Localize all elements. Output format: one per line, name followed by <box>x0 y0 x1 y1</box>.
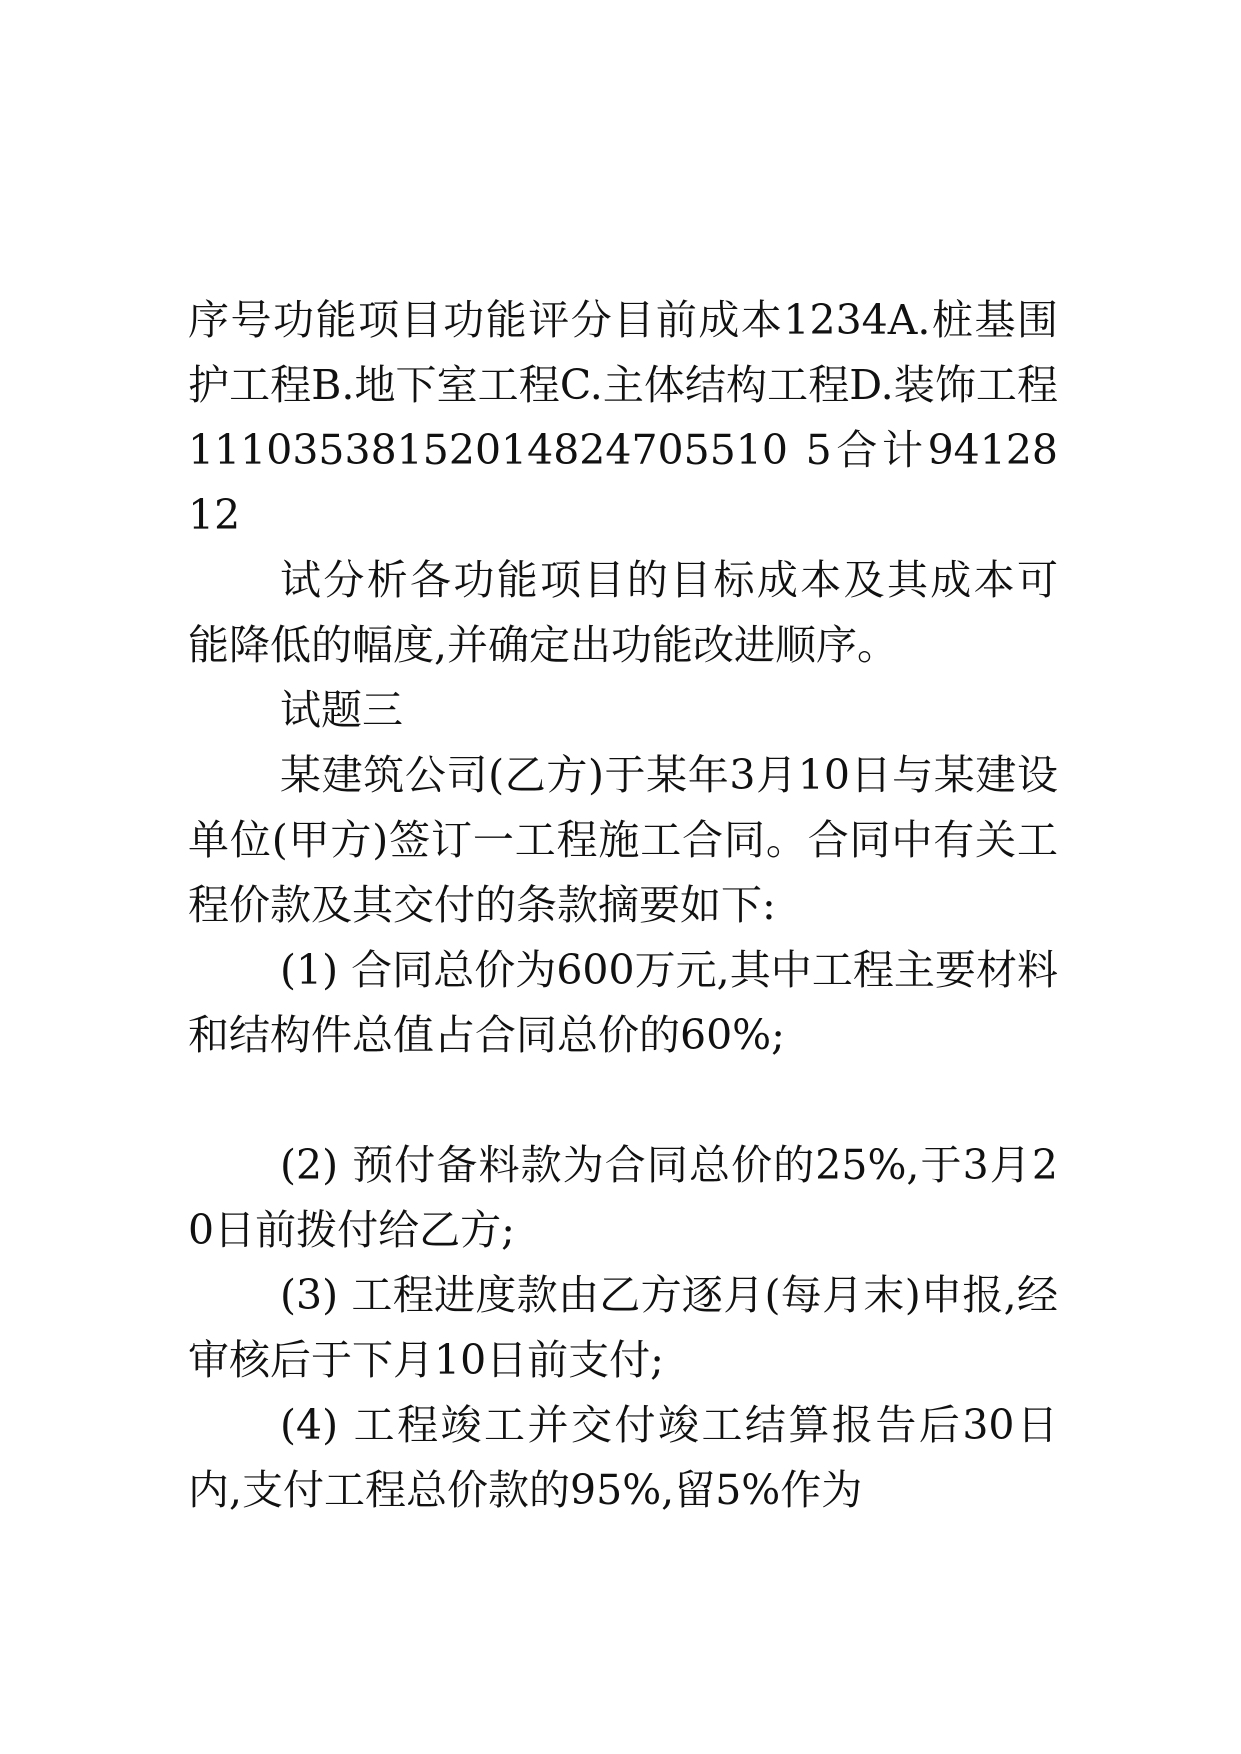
table-text-paragraph: 序号功能项目功能评分目前成本1234A.桩基围护工程B.地下室工程C.主体结构工程D.装饰工程11103538152014824705510 5合计9412812 <box>188 296 1058 539</box>
section-heading: 试题三 <box>280 686 403 734</box>
clause-1-paragraph: (1) 合同总价为600万元,其中工程主要材料和结构件总值占合同总价的60%; <box>188 946 1058 1059</box>
contract-intro-paragraph: 某建筑公司(乙方)于某年3月10日与某建设单位(甲方)签订一工程施工合同。合同中有关工程价款及其交付的条款摘要如下: <box>188 751 1058 929</box>
clause-4-paragraph: (4) 工程竣工并交付竣工结算报告后30日内,支付工程总价款的95%,留5%作为 <box>188 1401 1058 1514</box>
clause-3-paragraph: (3) 工程进度款由乙方逐月(每月末)申报,经审核后于下月10日前支付; <box>188 1271 1058 1384</box>
question-paragraph: 试分析各功能项目的目标成本及其成本可能降低的幅度,并确定出功能改进顺序。 <box>188 556 1058 669</box>
clause-2-paragraph: (2) 预付备料款为合同总价的25%,于3月20日前拨付给乙方; <box>188 1141 1058 1254</box>
document-page <box>188 288 1058 1523</box>
